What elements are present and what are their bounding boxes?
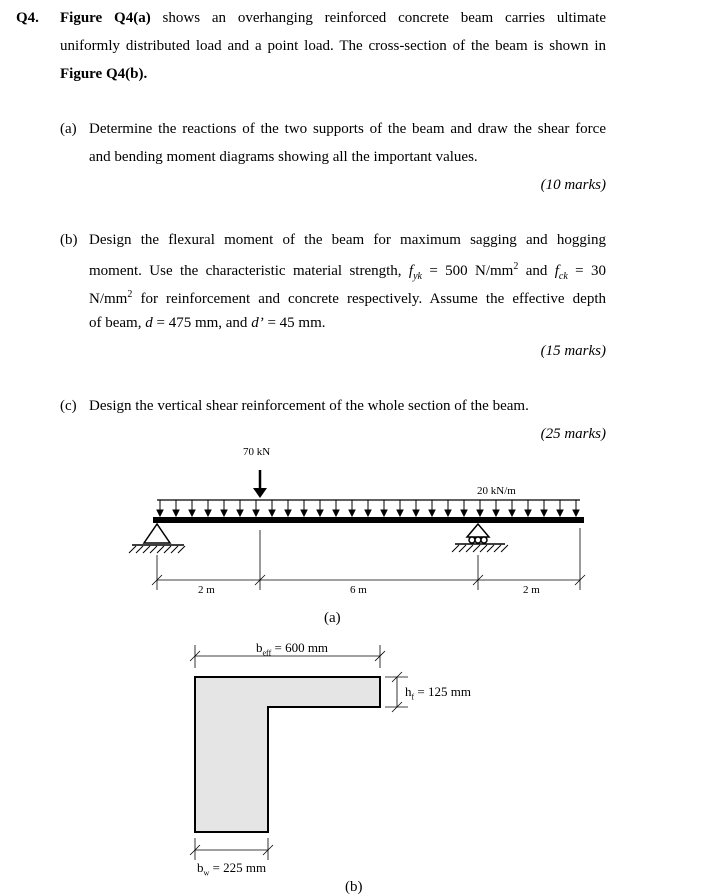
span-1-label: 2 m (198, 584, 215, 596)
hf-label: $h_f = 125$ mm (405, 684, 471, 702)
part-b-line-3: $N/mm^2$ for reinforcement and concrete respectively. Assume the effective depth (89, 289, 606, 307)
beff-label: $b_{eff} = 600$ mm (256, 640, 329, 658)
beam (153, 517, 584, 523)
udl-label: 20 kN/m (477, 485, 516, 497)
udl-arrowhead (365, 510, 371, 516)
span-dimensions (152, 528, 585, 590)
part-b-line-1: Design the flexural moment of the beam for maximum sagging and hogging (89, 232, 606, 248)
span-2-label: 6 m (350, 584, 367, 596)
udl-arrowhead (445, 510, 451, 516)
pin-support (129, 524, 185, 553)
udl-arrowhead (525, 510, 531, 516)
udl-arrowhead (541, 510, 547, 516)
udl-load (157, 500, 580, 516)
part-a-line-1: Determine the reactions of the two supports of the beam and draw the shear force (89, 121, 606, 137)
udl-arrowhead (205, 510, 211, 516)
udl-arrowhead (173, 510, 179, 516)
udl-arrowhead (461, 510, 467, 516)
question-line-3: Figure Q4(b). (60, 66, 148, 82)
point-load-arrow (253, 470, 267, 498)
udl-arrowhead (381, 510, 387, 516)
udl-arrowhead (413, 510, 419, 516)
udl-arrowhead (285, 510, 291, 516)
part-c-line-1: Design the vertical shear reinforcement of the whole section of the beam. (89, 398, 529, 414)
part-b-line-4: of beam, d = 475 mm, and d’ = 45 mm. (89, 315, 326, 331)
point-load-label: 70 kN (243, 446, 271, 458)
part-b-marks: (15 marks) (540, 343, 606, 359)
udl-arrowhead (317, 510, 323, 516)
question-line-2: uniformly distributed load and a point load. The cross-section of the beam is shown in (60, 38, 606, 54)
udl-arrowhead (253, 510, 259, 516)
udl-arrowhead (477, 510, 483, 516)
part-b-line-2: moment. Use the characteristic material strength, $f_{yk} = 500$ $N/mm^2$ and $f_{ck} = 30$ (89, 261, 606, 282)
span-3-label: 2 m (523, 584, 540, 596)
udl-arrowhead (237, 510, 243, 516)
part-a-line-2: and bending moment diagrams showing all the important values. (89, 149, 478, 165)
udl-arrowhead (573, 510, 579, 516)
udl-arrowhead (301, 510, 307, 516)
roller-support (452, 524, 508, 552)
bw-label: $b_w = 225$ mm (197, 860, 267, 878)
part-a-label: (a) (60, 121, 77, 137)
part-a-marks: (10 marks) (540, 177, 606, 193)
udl-arrowhead (429, 510, 435, 516)
udl-arrowhead (397, 510, 403, 516)
part-c-label: (c) (60, 398, 77, 414)
udl-arrowhead (221, 510, 227, 516)
udl-arrowhead (269, 510, 275, 516)
figure-a-caption: (a) (324, 610, 341, 626)
udl-arrowhead (557, 510, 563, 516)
udl-arrowhead (189, 510, 195, 516)
t-section (195, 677, 380, 832)
udl-arrowhead (157, 510, 163, 516)
figure-ref: Figure Q4(a) (60, 10, 151, 26)
part-c-marks: (25 marks) (540, 426, 606, 442)
part-b-label: (b) (60, 232, 78, 248)
question-line-1: Figure Q4(a) shows an overhanging reinforced concrete beam carries ultimate (60, 10, 606, 26)
udl-arrowhead (509, 510, 515, 516)
figure-b-caption: (b) (345, 879, 363, 895)
question-number: Q4. (16, 10, 39, 26)
udl-arrowhead (333, 510, 339, 516)
udl-arrowhead (493, 510, 499, 516)
udl-arrowhead (349, 510, 355, 516)
